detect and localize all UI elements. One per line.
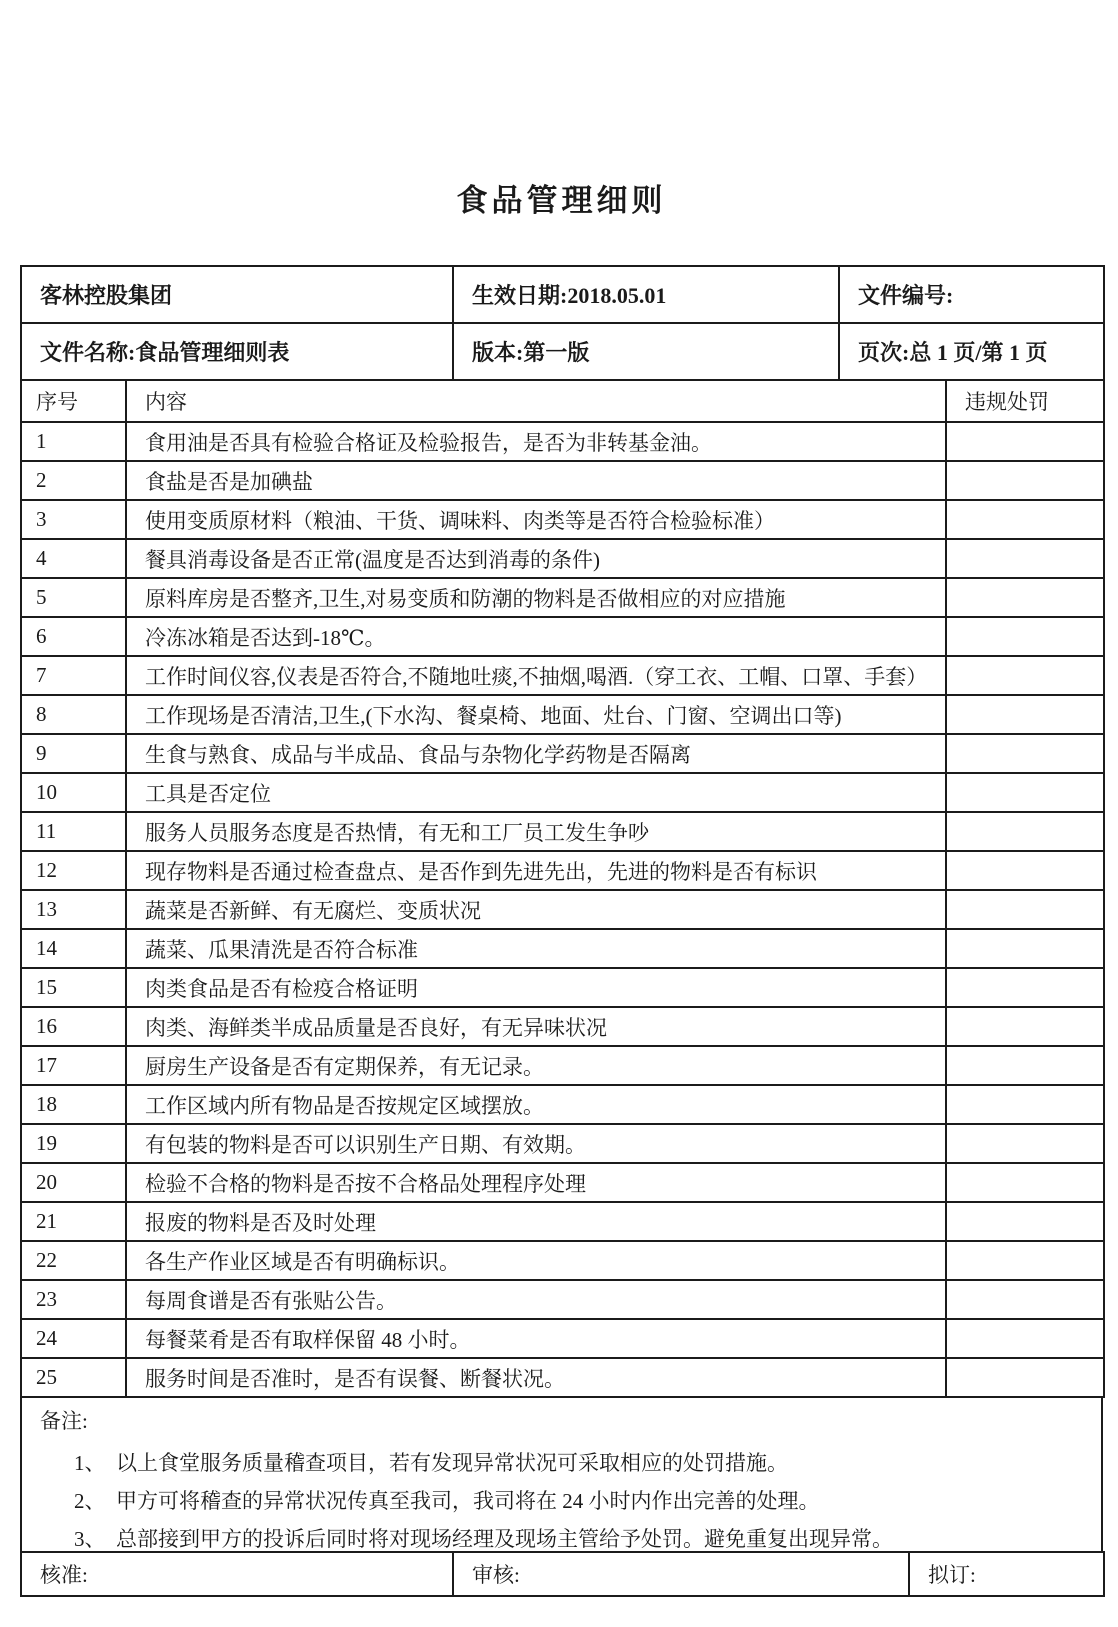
table-row <box>21 1280 1104 1319</box>
row-number-cell: 2 <box>21 461 126 500</box>
row-content-cell: 工作现场是否清洁,卫生,(下水沟、餐桌椅、地面、灶台、门窗、空调出口等) <box>126 695 946 734</box>
table-row <box>21 461 1104 500</box>
table-row <box>21 1007 1104 1046</box>
table-row <box>21 695 1104 734</box>
row-number-cell: 18 <box>21 1085 126 1124</box>
row-penalty-cell <box>946 929 1104 968</box>
row-number-cell: 15 <box>21 968 126 1007</box>
row-penalty-cell <box>946 1085 1104 1124</box>
footer-table <box>20 1551 1105 1597</box>
row-number-cell: 6 <box>21 617 126 656</box>
table-row <box>21 656 1104 695</box>
checklist-header-row <box>21 380 1104 422</box>
note-number: 2、 <box>74 1489 106 1513</box>
row-penalty-cell <box>946 851 1104 890</box>
row-penalty-cell <box>946 734 1104 773</box>
row-content-cell: 各生产作业区域是否有明确标识。 <box>126 1241 946 1280</box>
row-penalty-cell <box>946 1358 1104 1397</box>
row-penalty-cell <box>946 1007 1104 1046</box>
row-content-cell: 服务时间是否准时，是否有误餐、断餐状况。 <box>126 1358 946 1397</box>
row-penalty-cell <box>946 578 1104 617</box>
row-penalty-cell <box>946 968 1104 1007</box>
page-number: 页次:总 1 页/第 1 页 <box>839 323 1104 380</box>
footer-row <box>21 1552 1104 1596</box>
row-penalty-cell <box>946 695 1104 734</box>
note-number: 3、 <box>74 1527 106 1551</box>
company-name: 客林控股集团 <box>21 266 453 323</box>
info-row-2 <box>21 323 1104 380</box>
row-penalty-cell <box>946 1241 1104 1280</box>
row-penalty-cell <box>946 890 1104 929</box>
row-number-cell: 16 <box>21 1007 126 1046</box>
row-number-cell: 1 <box>21 422 126 461</box>
row-content-cell: 餐具消毒设备是否正常(温度是否达到消毒的条件) <box>126 539 946 578</box>
row-number-cell: 23 <box>21 1280 126 1319</box>
row-number-cell: 19 <box>21 1124 126 1163</box>
checklist-body <box>21 422 1104 1397</box>
row-penalty-cell <box>946 1163 1104 1202</box>
row-penalty-cell <box>946 500 1104 539</box>
note-item <box>22 1445 1101 1482</box>
row-content-cell: 冷冻冰箱是否达到-18℃。 <box>126 617 946 656</box>
table-row <box>21 1319 1104 1358</box>
row-content-cell: 厨房生产设备是否有定期保养，有无记录。 <box>126 1046 946 1085</box>
row-content-cell: 工作时间仪容,仪表是否符合,不随地吐痰,不抽烟,喝酒.（穿工衣、工帽、口罩、手套） <box>126 656 946 695</box>
row-number-cell: 14 <box>21 929 126 968</box>
table-row <box>21 812 1104 851</box>
doc-name: 文件名称:食品管理细则表 <box>21 323 453 380</box>
table-row <box>21 890 1104 929</box>
col-header-content: 内容 <box>126 380 946 422</box>
row-content-cell: 蔬菜、瓜果清洗是否符合标准 <box>126 929 946 968</box>
row-content-cell: 使用变质原材料（粮油、干货、调味料、肉类等是否符合检验标准） <box>126 500 946 539</box>
row-number-cell: 7 <box>21 656 126 695</box>
table-row <box>21 851 1104 890</box>
row-content-cell: 肉类食品是否有检疫合格证明 <box>126 968 946 1007</box>
table-row <box>21 1241 1104 1280</box>
table-row <box>21 929 1104 968</box>
row-number-cell: 3 <box>21 500 126 539</box>
table-row <box>21 968 1104 1007</box>
row-penalty-cell <box>946 617 1104 656</box>
info-row-1 <box>21 266 1104 323</box>
table-row <box>21 1046 1104 1085</box>
notes-section <box>20 1396 1103 1553</box>
row-content-cell: 蔬菜是否新鲜、有无腐烂、变质状况 <box>126 890 946 929</box>
row-penalty-cell <box>946 656 1104 695</box>
row-number-cell: 12 <box>21 851 126 890</box>
table-row <box>21 1163 1104 1202</box>
table-row <box>21 1085 1104 1124</box>
row-content-cell: 原料库房是否整齐,卫生,对易变质和防潮的物料是否做相应的对应措施 <box>126 578 946 617</box>
row-penalty-cell <box>946 812 1104 851</box>
table-row <box>21 500 1104 539</box>
row-number-cell: 9 <box>21 734 126 773</box>
table-row <box>21 578 1104 617</box>
col-header-penalty: 违规处罚 <box>946 380 1104 422</box>
row-content-cell: 报废的物料是否及时处理 <box>126 1202 946 1241</box>
table-row <box>21 1202 1104 1241</box>
approve-cell: 核准: <box>21 1552 453 1596</box>
info-table <box>20 265 1105 381</box>
table-row <box>21 1124 1104 1163</box>
row-number-cell: 13 <box>21 890 126 929</box>
page-title: 食品管理细则 <box>456 183 667 218</box>
row-number-cell: 17 <box>21 1046 126 1085</box>
row-number-cell: 10 <box>21 773 126 812</box>
row-content-cell: 现存物料是否通过检查盘点、是否作到先进先出，先进的物料是否有标识 <box>126 851 946 890</box>
row-penalty-cell <box>946 1124 1104 1163</box>
row-number-cell: 20 <box>21 1163 126 1202</box>
note-text: 总部接到甲方的投诉后同时将对现场经理及现场主管给予处罚。避免重复出现异常。 <box>116 1527 893 1551</box>
row-penalty-cell <box>946 1046 1104 1085</box>
row-penalty-cell <box>946 1319 1104 1358</box>
row-content-cell: 食用油是否具有检验合格证及检验报告，是否为非转基金油。 <box>126 422 946 461</box>
row-penalty-cell <box>946 1280 1104 1319</box>
draft-cell: 拟订: <box>909 1552 1104 1596</box>
row-content-cell: 肉类、海鲜类半成品质量是否良好，有无异味状况 <box>126 1007 946 1046</box>
table-row <box>21 422 1104 461</box>
table-row <box>21 773 1104 812</box>
table-row <box>21 1358 1104 1397</box>
notes-label: 备注: <box>40 1409 88 1433</box>
row-content-cell: 食盐是否是加碘盐 <box>126 461 946 500</box>
row-content-cell: 工作区域内所有物品是否按规定区域摆放。 <box>126 1085 946 1124</box>
row-penalty-cell <box>946 1202 1104 1241</box>
row-content-cell: 生食与熟食、成品与半成品、食品与杂物化学药物是否隔离 <box>126 734 946 773</box>
note-text: 以上食堂服务质量稽查项目，若有发现异常状况可采取相应的处罚措施。 <box>116 1451 788 1475</box>
table-row <box>21 734 1104 773</box>
row-number-cell: 21 <box>21 1202 126 1241</box>
note-number: 1、 <box>74 1451 106 1475</box>
checklist-table <box>20 379 1105 1398</box>
row-number-cell: 8 <box>21 695 126 734</box>
version: 版本:第一版 <box>453 323 839 380</box>
row-content-cell: 每餐菜肴是否有取样保留 48 小时。 <box>126 1319 946 1358</box>
row-number-cell: 25 <box>21 1358 126 1397</box>
row-number-cell: 24 <box>21 1319 126 1358</box>
table-row <box>21 539 1104 578</box>
row-number-cell: 5 <box>21 578 126 617</box>
row-content-cell: 工具是否定位 <box>126 773 946 812</box>
table-row <box>21 617 1104 656</box>
row-content-cell: 有包装的物料是否可以识别生产日期、有效期。 <box>126 1124 946 1163</box>
col-header-no: 序号 <box>21 380 126 422</box>
row-number-cell: 4 <box>21 539 126 578</box>
notes-list <box>22 1445 1101 1553</box>
row-number-cell: 11 <box>21 812 126 851</box>
review-cell: 审核: <box>453 1552 909 1596</box>
row-number-cell: 22 <box>21 1241 126 1280</box>
row-penalty-cell <box>946 461 1104 500</box>
row-content-cell: 每周食谱是否有张贴公告。 <box>126 1280 946 1319</box>
row-penalty-cell <box>946 539 1104 578</box>
note-text: 甲方可将稽查的异常状况传真至我司，我司将在 24 小时内作出完善的处理。 <box>116 1489 820 1513</box>
note-item <box>22 1521 1101 1553</box>
note-item <box>22 1483 1101 1520</box>
row-content-cell: 服务人员服务态度是否热情，有无和工厂员工发生争吵 <box>126 812 946 851</box>
row-penalty-cell <box>946 773 1104 812</box>
row-penalty-cell <box>946 422 1104 461</box>
doc-number: 文件编号: <box>839 266 1104 323</box>
row-content-cell: 检验不合格的物料是否按不合格品处理程序处理 <box>126 1163 946 1202</box>
effective-date: 生效日期:2018.05.01 <box>453 266 839 323</box>
